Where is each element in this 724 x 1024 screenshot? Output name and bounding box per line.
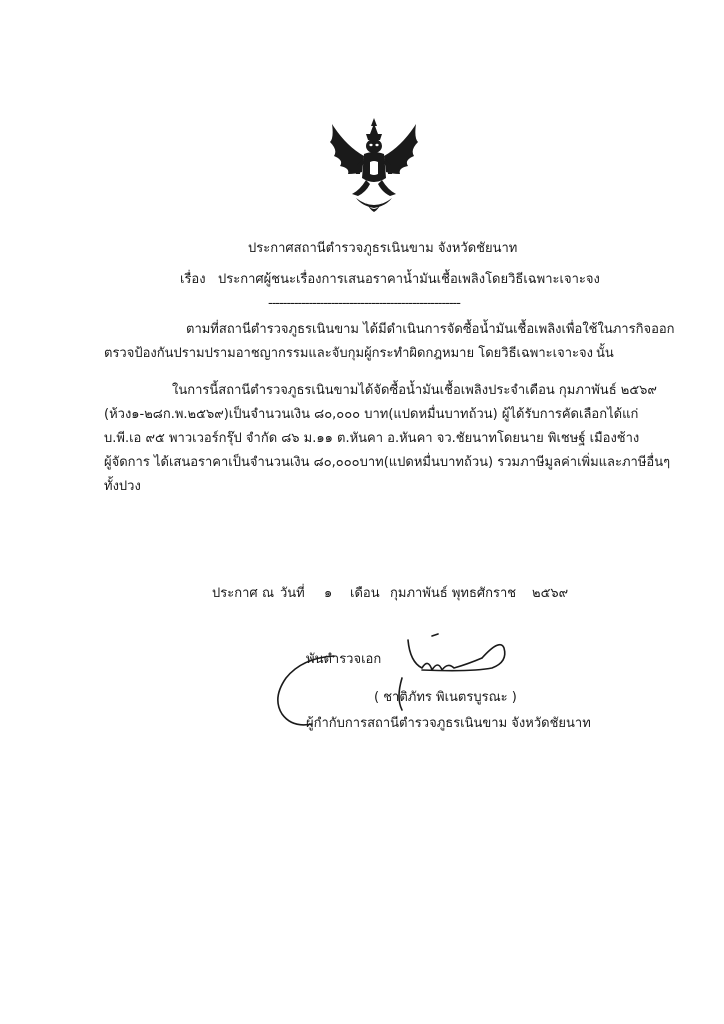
- paragraph-2-line-3: บ.พี.เอ ๙๕ พาวเวอร์กรุ๊ป จำกัด ๘๖ ม.๑๑ ต.หันคา อ.หันคา จว.ชัยนาทโดยนาย พิเชษฐ์ เมืองช้าง: [104, 431, 640, 446]
- date-at: ณ: [262, 586, 275, 601]
- paragraph-1-line-2: ตรวจป้องกันปรามปรามอาชญากรรมและจับกุมผู้กระทำผิดกฎหมาย โดยวิธีเฉพาะเจาะจง: [104, 346, 593, 361]
- paragraph-2-line-1: ในการนี้สถานีตำรวจภูธรเนินขามได้จัดซื้อน้ำมันเชื้อเพลิงประจำเดือน กุมภาพันธ์ ๒๕๖๙: [172, 383, 657, 398]
- subject-label: เรื่อง: [180, 272, 206, 287]
- paragraph-1-line-1: ตามที่สถานีตำรวจภูธรเนินขาม ได้มีดำเนินการจัดซื้อน้ำมันเชื้อเพลิงเพื่อใช้ในภารกิจออก: [186, 322, 675, 337]
- signatory-position: ผู้กำกับการสถานีตำรวจภูธรเนินขาม จังหวัดชัยนาท: [306, 716, 591, 731]
- signatory-rank: พันตำรวจเอก: [306, 652, 382, 667]
- paragraph-2-line-2: (ห้วง๑-๒๘ก.พ.๒๕๖๙)เป็นจำนวนเงิน ๘๐,๐๐๐ บาท(แปดหมื่นบาทถ้วน) ผู้ได้รับการคัดเลือกได้แก่: [104, 407, 639, 422]
- date-month-year: กุมภาพันธ์ พุทธศักราช: [390, 586, 517, 601]
- paragraph-2-line-4: ผู้จัดการ ได้เสนอราคาเป็นจำนวนเงิน ๘๐,๐๐๐บาท(แปดหมื่นบาทถ้วน) รวมภาษีมูลค่าเพิ่มและภาษีอื่นๆ: [104, 455, 671, 470]
- garuda-emblem: [326, 116, 422, 216]
- announcement-title: ประกาศสถานีตำรวจภูธรเนินขาม จังหวัดชัยนาท: [248, 241, 518, 256]
- date-announced: ประกาศ: [212, 586, 258, 601]
- date-year: ๒๕๖๙: [532, 586, 569, 601]
- signatory-name: ( ชาติภัทร พิเนตรบูรณะ ): [374, 690, 517, 705]
- paragraph-2-line-5: ทั้งปวง: [104, 479, 141, 494]
- divider: ----------------------------------------------------: [268, 296, 460, 311]
- date-month-label: เดือน: [350, 586, 380, 601]
- subject-text: ประกาศผู้ชนะเรื่องการเสนอราคาน้ำมันเชื้อเพลิงโดยวิธีเฉพาะเจาะจง: [218, 272, 600, 287]
- date-day: ๑: [324, 586, 333, 601]
- paragraph-1-end: นั้น: [596, 346, 614, 361]
- date-day-label: วันที่: [280, 586, 305, 601]
